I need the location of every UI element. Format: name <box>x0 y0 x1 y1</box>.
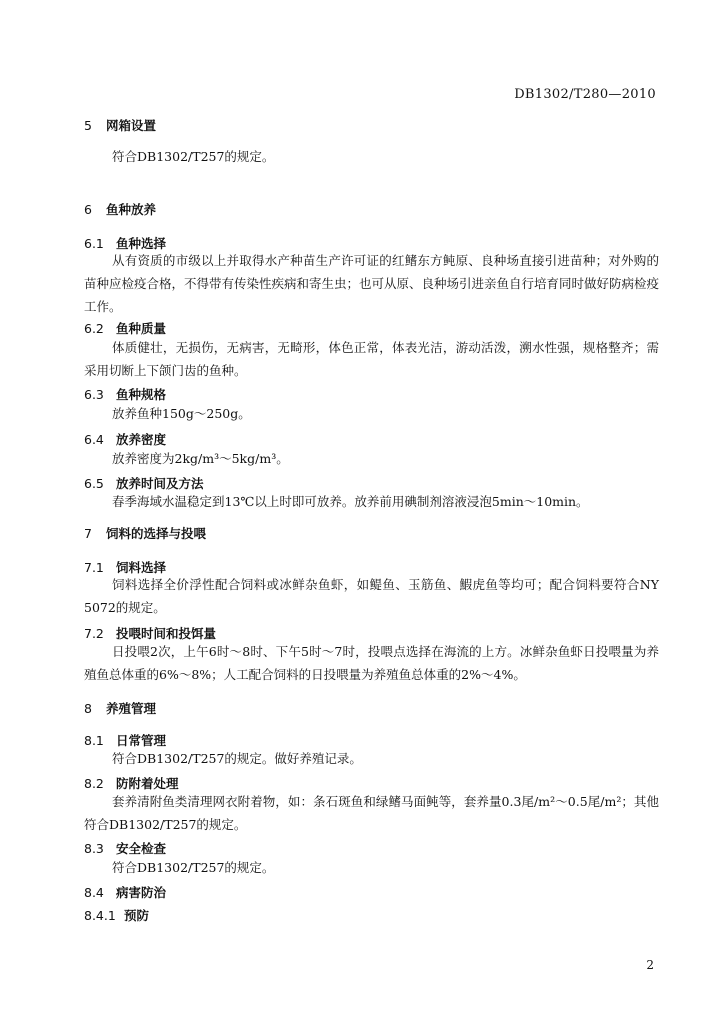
heading-title: 防附着处理 <box>116 776 179 791</box>
paragraph-7-1: 饲料选择全价浮性配合饲料或冰鲜杂鱼虾，如鳀鱼、玉筋鱼、鰕虎鱼等均可；配合饲料要符合NY 5072的规定。 <box>84 577 659 615</box>
heading-number: 8 <box>84 701 92 716</box>
section-heading-6-3 <box>84 385 166 403</box>
heading-title: 鱼种质量 <box>116 321 167 336</box>
section-heading-6-2 <box>84 319 166 337</box>
heading-title: 鱼种放养 <box>106 202 157 217</box>
section-heading-5 <box>84 116 156 134</box>
heading-number: 8.4.1 <box>84 908 116 923</box>
section-heading-6 <box>84 200 156 218</box>
heading-number: 8.3 <box>84 841 104 856</box>
section-heading-6-4 <box>84 430 166 448</box>
heading-number: 6.5 <box>84 476 104 491</box>
paragraph-8-3: 符合DB1302/T257的规定。 <box>112 860 275 875</box>
heading-title: 饲料选择 <box>116 560 167 575</box>
heading-number: 7.2 <box>84 626 104 641</box>
section-heading-8-3 <box>84 839 166 857</box>
heading-number: 8.4 <box>84 885 104 900</box>
heading-number: 7.1 <box>84 560 104 575</box>
heading-title: 安全检查 <box>116 841 167 856</box>
heading-title: 放养密度 <box>116 432 167 447</box>
heading-title: 养殖管理 <box>106 701 157 716</box>
heading-title: 投喂时间和投饵量 <box>116 626 217 641</box>
heading-number: 6.3 <box>84 387 104 402</box>
paragraph-7-2: 日投喂2次，上午6时～8时、下午5时～7时，投喂点选择在海流的上方。冰鲜杂鱼虾日投喂量为养殖鱼总体重的6%～8%；人工配合饲料的日投喂量为养殖鱼总体重的2%～4%。 <box>84 644 659 682</box>
heading-title: 病害防治 <box>116 885 167 900</box>
heading-number: 7 <box>84 526 92 541</box>
paragraph-6-3: 放养鱼种150g～250g。 <box>112 406 251 421</box>
heading-number: 8.2 <box>84 776 104 791</box>
section-heading-8-4-1 <box>84 906 149 924</box>
heading-title: 饲料的选择与投喂 <box>106 526 207 541</box>
heading-title: 鱼种规格 <box>116 387 167 402</box>
paragraph-8-2: 套养清附鱼类清理网衣附着物，如：条石斑鱼和绿鳍马面鲀等，套养量0.3尾/m²～0.5尾/m²；其他符合DB1302/T257的规定。 <box>84 794 659 832</box>
heading-number: 6.1 <box>84 236 104 251</box>
paragraph-6-4: 放养密度为2kg/m³～5kg/m³。 <box>112 451 289 466</box>
paragraph-5: 符合DB1302/T257的规定。 <box>112 149 275 164</box>
heading-number: 5 <box>84 118 92 133</box>
section-heading-8-4 <box>84 883 166 901</box>
section-heading-8 <box>84 699 156 717</box>
section-heading-7 <box>84 524 206 542</box>
paragraph-6-1: 从有资质的市级以上并取得水产种苗生产许可证的红鳍东方鲀原、良种场直接引进苗种；对外购的苗种应检疫合格，不得带有传染性疾病和寄生虫；也可从原、良种场引进亲鱼自行培育同时做好防病检疫工作。 <box>84 253 660 314</box>
heading-title: 预防 <box>124 908 150 923</box>
paragraph-6-5: 春季海域水温稳定到13℃以上时即可放养。放养前用碘制剂溶液浸泡5min～10min。 <box>112 494 589 509</box>
heading-number: 6 <box>84 202 92 217</box>
heading-title: 鱼种选择 <box>116 236 167 251</box>
paragraph-8-1: 符合DB1302/T257的规定。做好养殖记录。 <box>112 751 362 766</box>
page-number: 2 <box>646 958 654 972</box>
document-code: DB1302/T280—2010 <box>514 87 656 102</box>
heading-number: 6.4 <box>84 432 104 447</box>
heading-title: 网箱设置 <box>106 118 157 133</box>
heading-number: 6.2 <box>84 321 104 336</box>
heading-number: 8.1 <box>84 733 104 748</box>
paragraph-6-2: 体质健壮，无损伤，无病害，无畸形，体色正常，体表光洁，游动活泼，溯水性强，规格整齐；需采用切断上下颌门齿的鱼种。 <box>84 340 659 378</box>
heading-title: 放养时间及方法 <box>116 476 204 491</box>
heading-title: 日常管理 <box>116 733 167 748</box>
